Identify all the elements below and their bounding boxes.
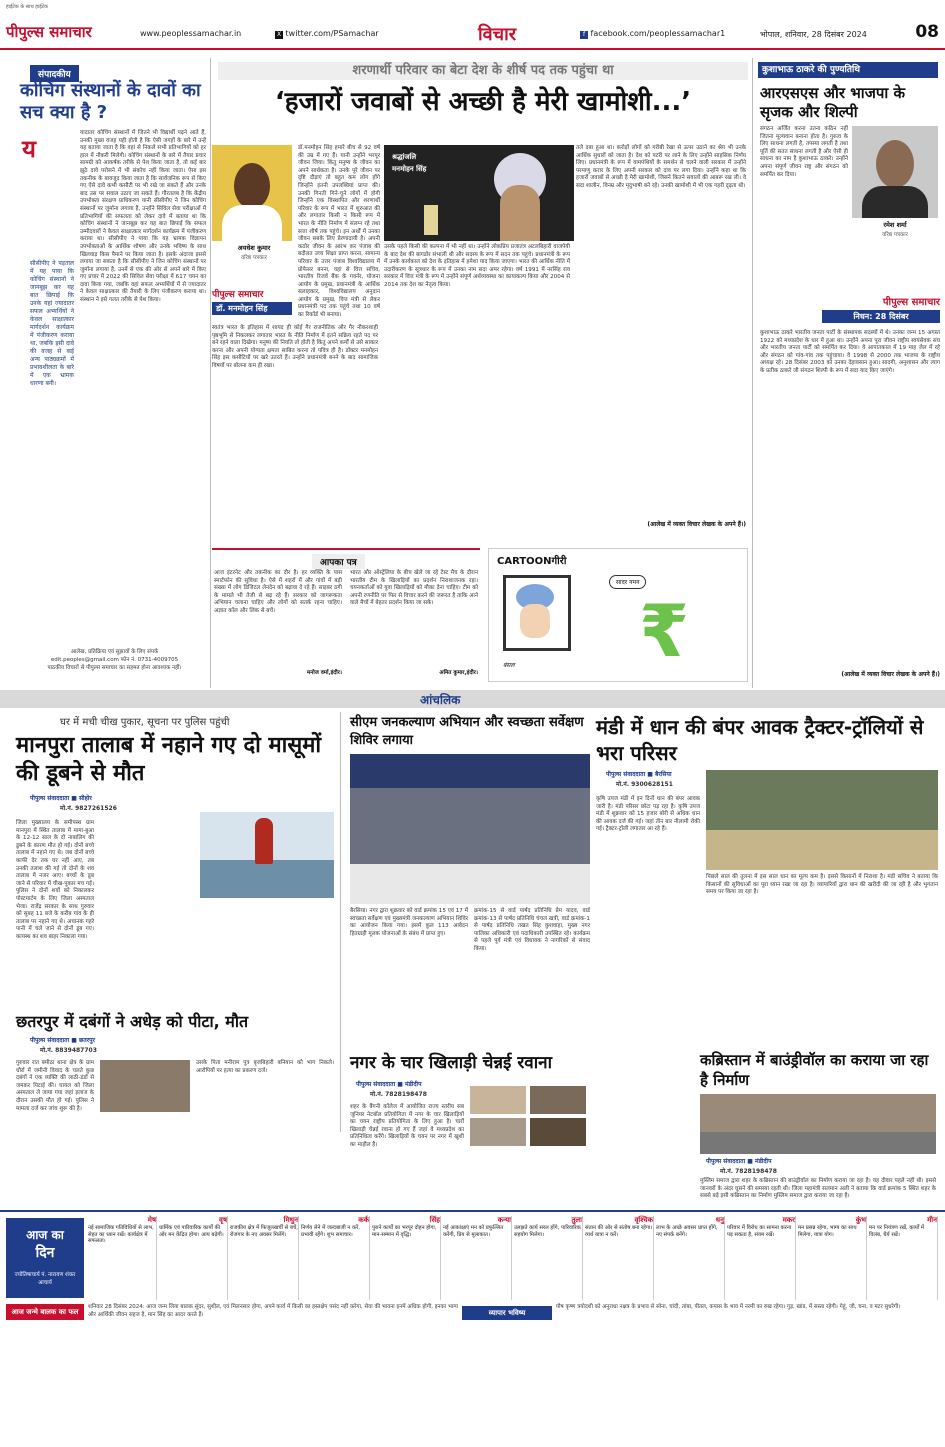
letter-1-body: आज इंटरनेट और तकनीक का दौर है। हर व्यक्ति के पास स्मार्टफोन की सुविधा है। ऐसे में शहरों में और गांवों में बड़ी संख्या में लोग डिजिटल लेनदेन को बढ़ावा दे रहे हैं। साइबर ठगी के मामले भी तेजी से बढ़ रहे हैं। सरकार को जागरूकता अभियान चलाना चाहिए और लोगों को सतर्क रहना चाहिए। अज्ञात कॉल और लिंक से बचें। — [214, 570, 342, 614]
stage-banner-shape — [350, 754, 590, 788]
tribute-author-shirt — [862, 186, 928, 218]
rashi-text: परिवार में विरोध का सामना करना पड़ सकता है, संयम रखें। — [727, 1225, 792, 1238]
story6-byline: पीपुल्स संवाददाता ■ मंडीदीप — [706, 1158, 772, 1165]
tribute-headline: आरएसएस और भाजपा के सृजक और शिल्पी — [760, 84, 905, 121]
rashi-text: उलझते कार्य सरल होंगे, पारिवारिक सहयोग मिलेगा। — [514, 1225, 581, 1238]
player-photo-4 — [530, 1118, 586, 1146]
masthead-tagline: हाईटेक के साथ हाईटेक — [6, 4, 49, 10]
rashi-text: राजकीय क्षेत्र में फिजूलखर्ची से बचें, रोजगार के नए अवसर मिलेंगे। — [230, 1225, 298, 1238]
cartoon-speech-bubble: सादर नमन — [609, 575, 646, 589]
story6-phone: मो.नं. 7828198478 — [720, 1168, 777, 1175]
rashi-cell — [798, 1216, 867, 1300]
story5-phone: मो.नं. 7828198478 — [370, 1091, 427, 1098]
regional-band-title: आंचलिक — [420, 693, 461, 707]
cartoon-signature: बंसल — [503, 662, 515, 669]
story4-byline: पीपुल्स संवाददाता ■ छतरपुर — [30, 1037, 95, 1044]
editorial-drop-cap: य — [22, 135, 36, 163]
column-divider-right — [752, 58, 753, 688]
author-photo — [212, 145, 292, 241]
rashi-name: कुंभ — [855, 1216, 866, 1224]
twitter-icon: X — [276, 31, 282, 38]
wall-shape — [700, 1132, 936, 1154]
website-link[interactable]: www.peoplessamachar.in — [140, 29, 242, 38]
editorial-side-note: सीसीपीए ने पड़ताल में यह पाया कि कोचिंग संस्थानों ने जानबूझ कर यह बात छिपाई कि उनके यहां ज्यादातर सफल अभ्यर्थियों ने केवल साक्षात्कार मार्गदर्शन कार्यक्रम में पंजीकरण कराया था, जबकि इसी दावे की वजह से कई अन्य पाठ्यक्रमों में प्रभावशीलता के बारे में एक भ्रामक धारणा बनी। — [30, 260, 74, 387]
rashi-name: मकर — [782, 1216, 795, 1224]
horoscope-title-1: आज का — [26, 1228, 64, 1242]
business-label: व्यापार भविष्य — [462, 1306, 552, 1320]
tribute-author-name: रमेश शर्मा — [883, 221, 907, 229]
masthead-logo: पीपुल्स समाचार — [6, 23, 92, 41]
editorial-body: यादातर कोचिंग संस्थानों में जितने भी विद्यार्थी पढ़ने आते हैं, उनकी मुख्य वजह यही होती है कि ऐसी जगहों के बारे में उन्हें यह बताया जाता है कि वहां से निकले सभी प्रतिभागियों को हर हाल में नौकरी मिलेगी। कोचिंग संस्थानों के बारे में तैयार प्रचार सामग्री को आकर्षक तरीके से पेश किया जाता है, तो कई बार झूठे दावे परोसने में भी संकोच नहीं किया जाता। ऐसा इस तकनीक के बावजूद किया जाता है कि सार्वजनिक रूप से किए गए ऐसे दावे कभी कसौटी पर भी रखे जा सकते हैं और उनके बाद उस पर सवाल उठाए जा सकते हैं। गौरतलब है कि केंद्रीय उपभोक्ता संरक्षण प्राधिकरण यानी सीसीपीए ने जिन कोचिंग संस्थानों पर जुर्माना लगाया है, उन्होंने सिविल सेवा परीक्षाओं में प्रतिभागियों की सफलता को लेकर दावे में बताया था कि कोचिंग संस्थानों ने जानबूझ कर यह बात छिपाई कि सफल उम्मीदवारों ने केवल साक्षात्कार मार्गदर्शन कार्यक्रम में पंजीकरण कराया था। सीसीपीए ने पाया कि यह भ्रामक विज्ञापन उपभोक्ताओं के आर्थिक शोषण और उनके भविष्य के साथ खिलवाड़ किस पैमाने पर किया जाता है। इसके अंदाजा इससे लगाया जा सकता है कि सीसीपीए ने जिन कोचिंग संस्थानों पर जुर्माना लगाया है, उनमें से एक की ओर से अपने बारे में किए गए प्रचार में 2022 की सिविल सेवा परीक्षा में 617 चयन का दावा किया गया, जबकि वहां सफल अभ्यर्थियों में से ज्यादातर ने केवल साक्षात्कार की तैयारी के लिए पंजीकरण कराया था। संस्थान ने इसे गलत तरीके से पेश किया। — [80, 130, 206, 304]
story2-body: क्रमांक-15 से वार्ड पार्षद प्रतिनिधि प्रेम यादव, वार्ड क्रमांक-13 से पार्षद प्रतिनिधि चंचल खत्री, वार्ड क्रमांक-1 से पार्षद प्रतिनिधि तखत सिंह कुशवाहा, मुख्य नगर पालिका अधिकारी एवं पदाधिकारी उपस्थित रहे। कार्यक्रम से पहले पूर्व मंत्री एवं विधायक ने नागरिकों से संवाद किया। — [474, 908, 590, 952]
rashi-name: वृष — [219, 1216, 227, 1224]
page-number: 08 — [915, 22, 939, 42]
regional-band — [0, 690, 945, 708]
footer-contact-info[interactable]: edit.peoples@gmail.com फोन नं. 0731-4009705 — [50, 657, 179, 663]
story3-headline: मंडी में धान की बंपर आवक ट्रैक्टर-ट्रॉलियों से भरा परिसर — [596, 715, 924, 765]
rashi-text: मन पर नियंत्रण रखें, कार्यों में विलंब, धैर्य रखें। — [869, 1225, 925, 1238]
footer-disclaimer: पाठकीय विचारों से पीपुल्स समाचार का सहमत होना आवश्यक नहीं। — [47, 665, 182, 671]
story4-body: गुरुवार रात बमीठा थाना क्षेत्र के ग्राम धौर्रा में जमीनी विवाद के चलते कुछ दबंगों ने एक व्यक्ति की लाठी-डंडों से जमकर पिटाई की। घायल को जिला अस्पताल ले जाया गया जहां इलाज के दौरान उसकी मौत हो गई। पुलिस ने मामला दर्ज कर जांच शुरू की है। — [16, 1060, 94, 1112]
lead-closing-note: (आलेख में व्यक्त विचार लेखक के अपने हैं।) — [647, 521, 746, 528]
rashi-cell — [372, 1216, 441, 1300]
rashi-name: वृश्चिक — [634, 1216, 653, 1224]
rashi-text: संतान की ओर से संतोष बना रहेगा। व्यर्थ यात्रा न करें। — [585, 1225, 653, 1238]
story1-phone: मो.नं. 9827261526 — [60, 805, 117, 812]
story3-body: कृषि उपज मंडी में इन दिनों धान की बंपर आवक जारी है। मंडी परिसर छोटा पड़ रहा है। कृषि उपज मंडी में शुक्रवार को 15 हजार बोरी से अधिक धान की आवक दर्ज की गई। जहां तीन बार नीलामी रोकी गई। ट्रैक्टर-ट्रॉली लगातार आ रहे हैं। — [596, 796, 700, 833]
rashi-name: मेष — [147, 1216, 156, 1224]
author-shirt-shape — [222, 205, 282, 241]
tribute-date-badge: निधन: 28 दिसंबर — [822, 310, 940, 323]
water-shape — [200, 860, 334, 898]
story1-body: जिला मुख्यालय के समीपस्थ ग्राम मानपुरा में स्थित तालाब में मामा-बुआ के 12-12 साल के दो नाबालिग की डूबने के कारण मौत हो गई। दोनों बच्चे तालाब में नहाने गए थे। जब दोनों बच्चे काफी देर तक घर नहीं आए, तब उनकी तलाश की गई तो दोनों के शव तालाब में नजर आए। बच्चों के डूब जाने से परिवार में चीख-पुकार मच गई। पुलिस ने दोनों शवों को निकालकर पोस्टमार्टम के लिए जिला अस्पताल भेजा। राजेंद्र सरकार के साथ गुरुवार को सुबह 11 बजे के करीब गांव के ही तालाब पर नहाने गए थे। अचानक गहरे पानी में चले जाने से दोनों डूब गए। कायस्थ का शव बाहर निकाला गया। — [16, 820, 94, 940]
cartoon-portrait-frame — [503, 575, 571, 651]
tribute-photo — [384, 145, 574, 241]
story1-byline: पीपुल्स संवाददाता ■ सीहोर — [30, 795, 92, 802]
paddy-heap-shape — [706, 830, 938, 870]
rashi-text: नई सामाजिक गतिविधियों से लाभ, सेहत का ध्यान रखें। कार्यक्षेत्र में सफलता। — [88, 1225, 154, 1245]
story2-caption: बैरसिया। नगर द्वारा शुक्रवार को वार्ड क्रमांक 15 एवं 17 में स्वच्छता सर्वेक्षण एवं मुख्यमंत्री जनकल्याण अभियान शिविर का आयोजन किया गया। इसमें कुल 113 आवेदन हितग्राही मूलक योजनाओं के संबंध में प्राप्त हुए। — [350, 908, 468, 937]
tribute-author-face — [876, 140, 914, 188]
section-title: विचार — [478, 24, 517, 45]
lead-body-2: स्वतंत्र भारत के इतिहास में शायद ही कोई गैर राजनीतिक और गैर नौकरशाही पृष्ठभूमि से निकलकर लगातार भारत के नीति निर्माण में इतने सक्रिय रहते पद पर बने रहने वाला दिखेगा। मनुष्य की नियति तो होती है किंतु अपने कर्मों से उसे साकार करना और अपनी योग्यता क्षमता साबित करना तो पवित्र ही है। डॉक्टर मनमोहन सिंह इस कसौटियों पर खरे उतरते हैं। उन्होंने प्रधानमंत्री बनने के बाद सामाजिक विषयों पर बोलना कम ही रखा। — [212, 325, 378, 369]
tribute-brand-badge: पीपुल्स समाचार — [882, 297, 940, 308]
rashi-cell — [230, 1216, 299, 1300]
story4-photo — [100, 1060, 190, 1112]
lead-person-badge: डॉ. मनमोहन सिंह — [212, 302, 292, 315]
tribute-author-photo — [852, 126, 938, 218]
photo-face-shape — [500, 185, 540, 241]
story1-photo — [200, 812, 334, 898]
editorial-label: संपादकीय — [30, 65, 79, 82]
column-divider — [210, 58, 211, 688]
rashi-name: तुला — [571, 1216, 582, 1224]
story6-headline: कब्रिस्तान में बाउंड्रीवॉल का कराया जा रहा है निर्माण — [700, 1051, 929, 1089]
lead-body-1: डॉ.मनमोहन सिंह हमारे बीच से 92 वर्ष की उम्र में गए हैं। यानी उन्होंने भरपूर जीवन जिया। किंतु मनुष्य के जीवन का अपने सार्थकता है। उनके पूरे जीवन पर दृष्टि दौड़ाएं तो बहुत कम लोग होंगे जिन्होंने इतनी उपलब्धियां प्राप्त की। उनकी गिनती गिने-चुने लोगों में होगी जिन्होंने एक विस्थापित और शरणार्थी परिवार के रूप में भारत में शुरुआत की और लगातार किसी न किसी रूप में भारत के नीति निर्माण में संलग्न रहे तथा सत्ता शीर्ष तक पहुंचे। इन अर्थों में उनका जीवन सबके लिए प्रेरणादायी है। अपनी कठोर जीवन के आरंभ कर पंजाब की बदौलत उच्च शिक्षा प्राप्त करना, सामान्य परिवार के उत्तर पंजाब विश्वविद्यालय में प्रोफेसर बनना, वहां से वित्त सचिव, भारतीय रिजर्व बैंक के गवर्नर, योजना आयोग के प्रमुख, प्रधानमंत्री के आर्थिक सलाहकार, विश्वविद्यालय अनुदान आयोग के प्रमुख, वित्त मंत्री से लेकर प्रधानमंत्री पद तक पहुंचे तथा 10 वर्ष का रिकॉर्ड भी बनाया। — [298, 145, 380, 319]
story4-caption: उसके पिता मनीराम पुत्र बृजबिहारी बनियान को भाग निकले। आरोपियों पर हत्या का प्रकरण दर्ज। — [196, 1060, 334, 1074]
author-role: वरिष्ठ पत्रकार — [241, 255, 267, 261]
editorial-label-box — [30, 62, 180, 80]
rashi-text: मन प्रसन्न रहेगा, भाग्य का साथ मिलेगा, यात्रा योग। — [798, 1225, 857, 1238]
rashi-text: नई आकांक्षाएं मन को प्रफुल्लित करेंगी, प्रिय से मुलाकात। — [443, 1225, 504, 1238]
rashi-text: लाभ के अच्छे अवसर प्राप्त होंगे, नए संपर्क बनेंगे। — [656, 1225, 718, 1238]
story5-headline: नगर के चार खिलाड़ी चेन्नई रवाना — [350, 1053, 552, 1073]
horoscope-title-box — [6, 1218, 84, 1298]
letter-2-body: भारत और ऑस्ट्रेलिया के बीच खेले जा रहे टेस्ट मैच के दौरान भारतीय टीम के खिलाड़ियों का प्रदर्शन निराशाजनक रहा। चयनकर्ताओं को युवा खिलाड़ियों को मौका देना चाहिए। टीम को अपनी रणनीति पर फिर से विचार करने की जरूरत है ताकि आने वाले मैचों में बेहतर प्रदर्शन किया जा सके। — [350, 570, 478, 607]
tribute-body-2: कुशाभाऊ ठाकरे भारतीय जनता पार्टी के संस्थापक सदस्यों में थे। उनका जन्म 15 अगस्त 1922 को मध्यप्रदेश के धार में हुआ था। उन्होंने अपना पूरा जीवन राष्ट्रीय स्वयंसेवक संघ और भारतीय जनता पार्टी को समर्पित कर दिया। वे आपातकाल में 19 माह जेल में रहे और संगठन को गांव-गांव तक पहुंचाया। वे 1998 से 2000 तक भाजपा के राष्ट्रीय अध्यक्ष रहे। 28 दिसंबर 2003 को उनका देहावसान हुआ। सादगी, अनुशासन और त्याग के प्रतीक ठाकरे जी संगठन शिल्पी के रूप में सदा याद किए जाएंगे। — [760, 330, 940, 374]
editorial-footer — [22, 648, 207, 682]
rashi-cell — [301, 1216, 370, 1300]
tribute-author-role: वरिष्ठ पत्रकार — [882, 232, 908, 238]
lead-body-3: उसके पहले किसी की कल्पना में भी नहीं था। उन्होंने लोकप्रिय प्रजातंत्र अटलबिहारी वाजपेयी के बाद देश की बागडोर संभाली थी और सदस्य के रूप में सदन तक पहुंचे। प्रधानमंत्री के रूप में उनके कार्यकाल को देश के इतिहास में हमेशा याद किया जाएगा। भारत की आर्थिक नीति में उदारीकरण के सूत्रधार के रूप में उनका नाम सदा अमर रहेगा। वर्ष 1991 में नरसिंह राव सरकार में वित्त मंत्री के रूप में उन्होंने संपूर्ण अर्थव्यवस्था का कायाकल्प किया और 2004 से 2014 तक देश का नेतृत्व किया। — [384, 244, 570, 288]
rashi-cell — [727, 1216, 796, 1300]
rashi-name: कर्क — [358, 1216, 369, 1224]
story3-byline: पीपुल्स संवाददाता ■ बैरसिया — [606, 771, 672, 778]
tribute-body-1: संगठन अर्जित करना उतना कठिन नहीं जितना मूल्यवान बनाना होता है। गुरुत्व के लिए साधना लगती है, तपस्या लगती है तथा पूर्ति की सतत साधना लगती है और ऐसी ही साधना का नाम है कुशाभाऊ ठाकरे। उन्होंने अपना संपूर्ण जीवन राष्ट्र और संगठन को समर्पित कर दिया। — [760, 126, 848, 178]
letters-box — [212, 548, 480, 682]
horoscope-astrologer: ज्योतिषाचार्य पं. नारायण शंकर आचार्य — [14, 1272, 76, 1286]
player-photo-1 — [470, 1086, 526, 1114]
masthead-date: भोपाल, शनिवार, 28 दिसंबर 2024 — [760, 30, 867, 39]
rashi-text: धार्मिक एवं पारिवारिक कार्यों की ओर मन केंद्रित होगा। आय बढ़ेगी। — [159, 1225, 224, 1238]
story2-headline: सीएम जनकल्याण अभियान और स्वच्छता सर्वेक्षण शिविर लगाया — [350, 715, 584, 748]
tribute-caption-2: मनमोहन सिंह — [392, 165, 427, 173]
rashi-name: मिथुन — [283, 1216, 298, 1224]
letter-2-author: अमित कुमार,इंदौर। — [439, 670, 478, 676]
facebook-link[interactable]: f facebook.com/peoplessamachar1 — [580, 29, 725, 39]
story3-photo — [706, 770, 938, 870]
rashi-name: धनु — [715, 1216, 724, 1224]
table-shape — [350, 864, 590, 904]
masthead — [0, 20, 945, 50]
rashi-cell — [159, 1216, 228, 1300]
story4-phone: मो.नं. 8839487703 — [40, 1047, 97, 1054]
rashi-cell — [869, 1216, 938, 1300]
rashi-cell — [656, 1216, 725, 1300]
editorial-headline: कोचिंग संस्थानों के दावों का सच क्या है ? — [20, 80, 201, 123]
story1-kicker: घर में मची चीख पुकार, सूचना पर पुलिस पहुंची — [60, 717, 230, 728]
business-text: पौष कृष्ण त्रयोदशी को अनुराधा नक्षत्र के प्रभाव से सोना, चांदी, तांबा, पीतल, कपास के भाव में नरमी का रुख रहेगा। गुड़, खांड, में सस्ता रहेगी। गेहूं, जौ, चना, व मटर सुधरेगी। — [556, 1304, 901, 1310]
story5-body: शहर के बैंगनी कॉलेज में आयोजित राज्य स्तरीय सब जूनियर नेटबॉल प्रतियोगिता में नगर के चार खिलाड़ियों का चयन राष्ट्रीय प्रतियोगिता के लिए हुआ है। चारों खिलाड़ी चेन्नई रवाना हो गए हैं जहां वे मध्यप्रदेश का प्रतिनिधित्व करेंगे। खिलाड़ियों के चयन पर नगर में खुशी का माहौल है। — [350, 1104, 464, 1148]
candle-shape — [424, 205, 438, 235]
rashi-grid — [88, 1216, 940, 1300]
lead-headline: ‘हजारों जवाबों से अच्छी है मेरी खामोशी...’ — [274, 87, 692, 117]
birth-text: शनिवार 28 दिसंबर 2024: आज जन्म लिया बालक सुंदर, सुशील, एवं मिलनसार होगा, अपने कार्य में किसी का हस्तक्षेप पसंद नहीं करेगा, सेवा की भावना इनमें अधिक होगी, इनका भाग्य और आर्थिकी जीवन सहज है, मान सिंह का आदर करते हैं। — [88, 1304, 458, 1318]
cartoon-box — [488, 548, 748, 682]
twitter-link[interactable]: X twitter.com/PSamachar — [276, 29, 379, 38]
author-face-shape — [234, 163, 270, 209]
rashi-cell — [514, 1216, 583, 1300]
player-photo-2 — [530, 1086, 586, 1114]
rashi-cell — [443, 1216, 512, 1300]
rashi-name: कन्या — [497, 1216, 511, 1224]
story1-headline: मानपुरा तालाब में नहाने गए दो मासूमों की डूबने से मौत — [16, 733, 322, 786]
lead-kicker: शरणार्थी परिवार का बेटा देश के शीर्ष पद तक पहुंचा था — [218, 62, 748, 80]
story2-photo — [350, 754, 590, 904]
story6-body: मुस्लिम समाज द्वारा शहर के कब्रिस्तान की बाउंड्रीवॉल का निर्माण कराया जा रहा है। यह दीवार पहले नहीं थी। इससे जानवरों के अंदर घुसने की समस्या रहती थी। जिला महामंत्री सलमान अली ने बताया कि वार्ड क्रमांक 5 स्थित शहर के सबसे बड़े इसी कब्रिस्तान का निर्माण मुस्लिम समाज द्वारा कराया जा रहा है। — [700, 1178, 936, 1200]
tribute-caption-1: श्रद्धांजलि — [392, 153, 417, 161]
horoscope-section — [0, 1210, 945, 1447]
tribute-closing-note: (आलेख में व्यक्त विचार लेखक के अपने हैं।) — [841, 671, 940, 678]
cartoon-title: CARTOONगीरी — [497, 556, 567, 567]
hand-shape — [255, 818, 273, 864]
rashi-text: निर्णय लेने में जल्दबाजी न करें, प्रभावी रहेंगे। शुभ समाचार। — [301, 1225, 360, 1238]
rashi-name: सिंह — [429, 1216, 440, 1224]
rashi-cell — [585, 1216, 654, 1300]
cartoon-face-shape — [520, 604, 550, 638]
letter-1-author: मनोज वर्मा,इंदौर। — [306, 670, 342, 676]
player-photo-3 — [470, 1118, 526, 1146]
rashi-cell — [88, 1216, 157, 1300]
story6-photo — [700, 1094, 936, 1154]
story3-body-2: पिछले साल की तुलना में इस साल धान का मूल्य कम है। इससे किसानों में निराशा है। मंडी सचिव ने बताया कि किसानों की सुविधाओं का पूरा ध्यान रखा जा रहा है। व्यापारियों द्वारा धान की खरीदी की जा रही है और भुगतान समय पर किया जा रहा है। — [706, 874, 938, 896]
lead-brand-badge: पीपुल्स समाचार — [212, 290, 264, 300]
lead-body-4: तले दबा हुआ था। करोड़ों लोगों को गरीबी रेखा से ऊपर उठाने का श्रेय भी उनके आर्थिक सुधारों को जाता है। देश को पटरी पर लाने के लिए उन्होंने साहसिक निर्णय लिए। प्रधानमंत्री के रूप में वामपंथियों के समर्थन से चलने वाली सरकार में उन्होंने परमाणु करार के लिए अपनी सरकार को दांव पर लगा दिया। उन्होंने कहा था कि हजारों जवाबों से अच्छी है मेरी खामोशी, जिसने कितने सवालों की आबरू रख ली। वे सदा शालीन, विनम्र और मृदुभाषी बने रहे। उनकी खामोशी में भी एक गहरी दृढ़ता थी। — [576, 145, 746, 189]
facebook-icon: f — [580, 31, 588, 39]
column-divider-regional — [340, 712, 341, 1132]
tribute-badge — [822, 294, 940, 326]
story5-photos — [470, 1086, 590, 1148]
story5-byline: पीपुल्स संवाददाता ■ मंडीदीप — [356, 1081, 422, 1088]
author-name: अयधेश कुमार — [237, 244, 271, 252]
rupee-icon: ₹ — [639, 589, 690, 673]
rashi-text: पुराने कार्यों का भरपूर दोहन होगा, मान-सम्मान में वृद्धि। — [372, 1225, 437, 1238]
story4-headline: छतरपुर में दबंगों ने अधेड़ को पीटा, मौत — [16, 1012, 249, 1031]
letters-title: आपका पत्र — [312, 554, 365, 569]
footer-contact-label: आलेख, प्रतिक्रिया एवं सुझावों के लिए संपर्क — [70, 649, 159, 655]
story3-phone: मो.नं. 9300628151 — [616, 781, 673, 788]
lead-badge — [212, 287, 292, 321]
rashi-name: मीन — [927, 1216, 937, 1224]
horoscope-title-2: दिन — [35, 1245, 55, 1261]
birth-label: आज जन्मे बालक का फल — [6, 1304, 84, 1320]
tribute-tag: कुशाभाऊ ठाकरे की पुण्यतिथि — [758, 62, 938, 78]
